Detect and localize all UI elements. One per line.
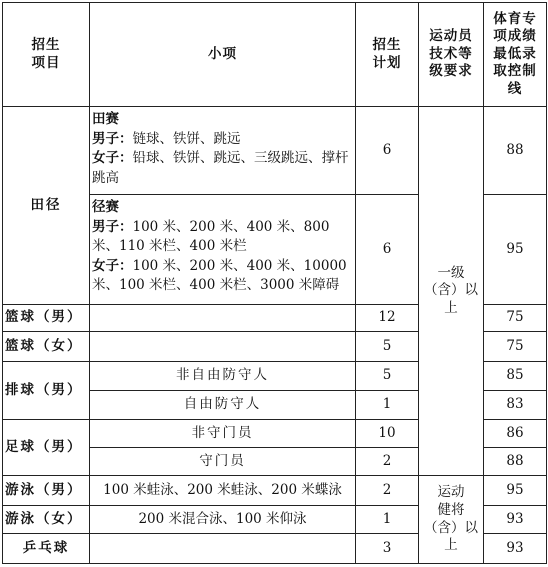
score-cell: 93: [484, 506, 547, 534]
plan-cell: 3: [356, 534, 419, 564]
event-male-text: 链球、铁饼、跳远: [132, 130, 241, 147]
item-cell: 自由防守人: [90, 391, 356, 420]
plan-cell: 1: [356, 391, 419, 420]
plan-cell: 5: [356, 332, 419, 362]
event-male-text: 100 米、200 米、400 米、800 米、110 米栏、400 米栏: [92, 218, 330, 255]
event-female: [92, 257, 353, 296]
header-row: [3, 3, 547, 107]
item-cell: [90, 534, 356, 564]
plan-cell: 10: [356, 420, 419, 448]
plan-cell: 5: [356, 362, 419, 391]
project-cell: 游泳（女）: [3, 506, 90, 534]
table-row: [3, 107, 547, 195]
plan-cell: 2: [356, 476, 419, 506]
score-cell: 88: [484, 448, 547, 476]
header-project: [3, 3, 90, 107]
event-male: [92, 218, 353, 257]
plan-cell: 6: [356, 107, 419, 195]
header-plan: [356, 3, 419, 107]
event-male: [92, 130, 353, 150]
project-cell: 篮球（女）: [3, 332, 90, 362]
event-female-prefix: 女子：: [92, 257, 133, 274]
event-title: 田赛: [92, 111, 119, 127]
header-score: [484, 3, 547, 107]
level-text: 一级 （含）以 上: [424, 264, 478, 316]
project-cell: 乒乓球: [3, 534, 90, 564]
event-female-prefix: 女子：: [92, 150, 133, 167]
project-cell: 田径: [3, 107, 90, 305]
header-level: [419, 3, 484, 107]
item-cell: 100 米蛙泳、200 米蛙泳、200 米蝶泳: [90, 476, 356, 506]
level-text: 运动 健将 （含）以 上: [424, 484, 478, 554]
item-cell: [90, 107, 356, 195]
event-female-text: 100 米、200 米、400 米、10000 米、100 米栏、400 米栏、3000 米障碍: [92, 257, 347, 294]
project-cell: 排球（男）: [3, 362, 90, 420]
score-cell: 95: [484, 195, 547, 305]
score-cell: 75: [484, 332, 547, 362]
admission-table: [2, 2, 547, 564]
header-level-text: 运动员 技术等 级要求: [429, 28, 473, 80]
score-cell: 93: [484, 534, 547, 564]
table-row: [3, 476, 547, 506]
level-cell: [419, 107, 484, 476]
event-female: [92, 149, 353, 188]
item-cell: [90, 195, 356, 305]
event-title: 径赛: [92, 199, 119, 215]
score-cell: 85: [484, 362, 547, 391]
event-female-text: 铅球、铁饼、跳远、三级跳远、撑杆跳高: [92, 150, 349, 186]
score-cell: 75: [484, 305, 547, 332]
score-cell: 95: [484, 476, 547, 506]
level-cell: [419, 476, 484, 564]
header-plan-text: 招生 计划: [372, 36, 402, 71]
item-cell: [90, 305, 356, 332]
item-cell: [90, 332, 356, 362]
item-cell: 200 米混合泳、100 米仰泳: [90, 506, 356, 534]
score-cell: 83: [484, 391, 547, 420]
score-cell: 86: [484, 420, 547, 448]
event-male-prefix: 男子：: [92, 218, 133, 235]
header-item: [90, 3, 356, 107]
header-score-text: 体育专 项成绩 最低录 取控制 线: [493, 10, 537, 97]
item-cell: 非自由防守人: [90, 362, 356, 391]
project-cell: 篮球（男）: [3, 305, 90, 332]
plan-cell: 1: [356, 506, 419, 534]
score-cell: 88: [484, 107, 547, 195]
plan-cell: 12: [356, 305, 419, 332]
event-male-prefix: 男子：: [92, 130, 133, 147]
item-cell: 非守门员: [90, 420, 356, 448]
header-item-text: 小项: [208, 45, 237, 62]
item-cell: 守门员: [90, 448, 356, 476]
project-cell: 足球（男）: [3, 420, 90, 476]
plan-cell: 6: [356, 195, 419, 305]
plan-cell: 2: [356, 448, 419, 476]
header-project-text: 招生 项目: [31, 36, 61, 71]
project-cell: 游泳（男）: [3, 476, 90, 506]
